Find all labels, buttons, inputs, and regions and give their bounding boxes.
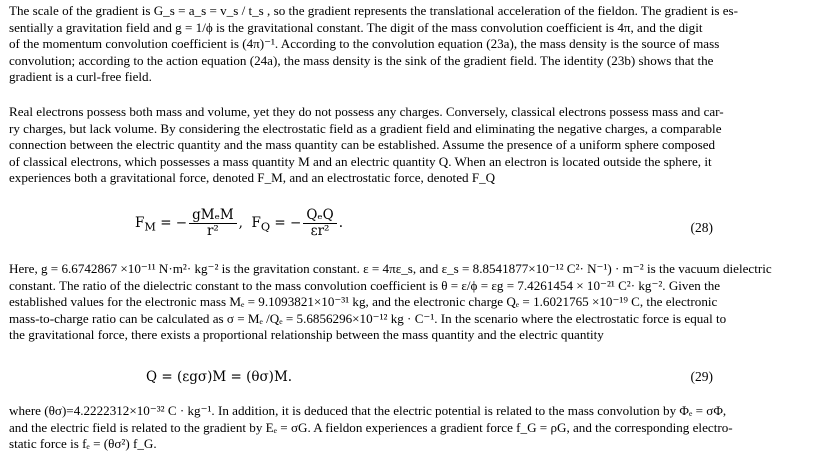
eq28-fraction-1 [189, 208, 237, 239]
text-line: the gravitational force, there exists a proportional relationship between the mass quantity and the electric quantity [9, 327, 604, 342]
paragraph-constants [9, 261, 809, 344]
eq28-lhs2: F [251, 215, 261, 231]
text-line: of classical electrons, which possesses a mass quantity M and an electric quantity Q. When an electron is located outside the sphere, it [9, 153, 712, 169]
text-line: connection between the electric quantity and the mass quantity can be established. Assume the presence of a uniform sphere composed [9, 137, 716, 152]
equation-29-number: (29) [690, 369, 713, 384]
text-line: constant. The ratio of the dielectric constant to the mass convolution coefficient is θ = ε/ϕ = εg = 7.4261454 × 10⁻²¹ C²· kg⁻². Given the [9, 277, 721, 293]
text-line: Real electrons possess both mass and volume, yet they do not possess any charges. Conversely, classical electrons possess mass and car- [9, 104, 724, 119]
eq28-den2: εr² [310, 223, 330, 239]
paragraph-gradient [9, 3, 809, 86]
eq28-den1: r² [206, 223, 219, 239]
equation-29: Q = (εgσ)M = (θσ)M. [146, 369, 293, 385]
paragraph-electrons [9, 104, 809, 187]
text-line: convolution; according to the action equation (24a), the mass density is the sink of the gradient field. The identity (23b) shows that the [9, 52, 714, 68]
text-line: experiences both a gravitational force, denoted F_M, and an electrostatic force, denoted F_Q [9, 170, 496, 185]
text-line: and the electric field is related to the gradient by Eₑ = σG. A fieldon experiences a gradient force f_G = ρG, and the corresponding electro- [9, 419, 733, 435]
eq28-sub1: M [144, 220, 156, 234]
text-line: established values for the electronic mass Mₑ = 9.1093821×10⁻³¹ kg, and the electronic charge Qₑ = 1.6021765 ×10⁻¹⁹ C, the electronic [9, 294, 718, 309]
eq28-fraction-2 [303, 208, 336, 239]
text-line: of the momentum convolution coefficient is (4π)⁻¹. According to the convolution equation (23a), the mass density is the source of mass [9, 36, 720, 51]
equation-28: $F_M$ = − $\frac{\text{gMₑM}}{\text{r²}}$ , $F_Q$ = − $\frac{\text{QₑQ}}{\text{εr²}}$ . [135, 207, 344, 239]
text-line: ry charges, but lack volume. By considering the electrostatic field as a gradient field and eliminating the negative charges, a comparable [9, 120, 722, 136]
equation-28-number: (28) [690, 220, 713, 235]
eq28-sub2: Q [260, 220, 271, 234]
text-line: mass-to-charge ratio can be calculated as σ = Mₑ /Qₑ = 5.6856296×10⁻¹² kg · C⁻¹. In the scenario where the electrostatic force is equal to [9, 310, 727, 326]
paragraph-fieldon [9, 403, 809, 453]
text-line: where (θσ)=4.2222312×10⁻³² C · kg⁻¹. In addition, it is deduced that the electric potential is related to the mass convolution by Φₑ = σΦ, [9, 403, 727, 418]
text-line: sentially a gravitation field and g = 1/ϕ is the gravitational constant. The digit of the mass convolution coefficient is 4π, and the digit [9, 19, 703, 35]
eq28-lhs1: F [135, 215, 145, 231]
text-line: Here, g = 6.6742867 ×10⁻¹¹ N·m²· kg⁻² is the gravitation constant. ε = 4πε_s, and ε_s = 8.8541877×10⁻¹² C²· N⁻¹) · m⁻² is the vacuum dielectric [9, 261, 772, 276]
text-line: static force is fₑ = (θσ²) f_G. [9, 436, 157, 451]
eq28-num1: gMₑM [189, 208, 237, 224]
text-line: The scale of the gradient is G_s = a_s = v_s / t_s , so the gradient represents the translational acceleration of the fieldon. The gradient is es- [9, 3, 739, 18]
text-line: gradient is a curl-free field. [9, 69, 152, 84]
eq28-num2: QₑQ [303, 208, 336, 224]
